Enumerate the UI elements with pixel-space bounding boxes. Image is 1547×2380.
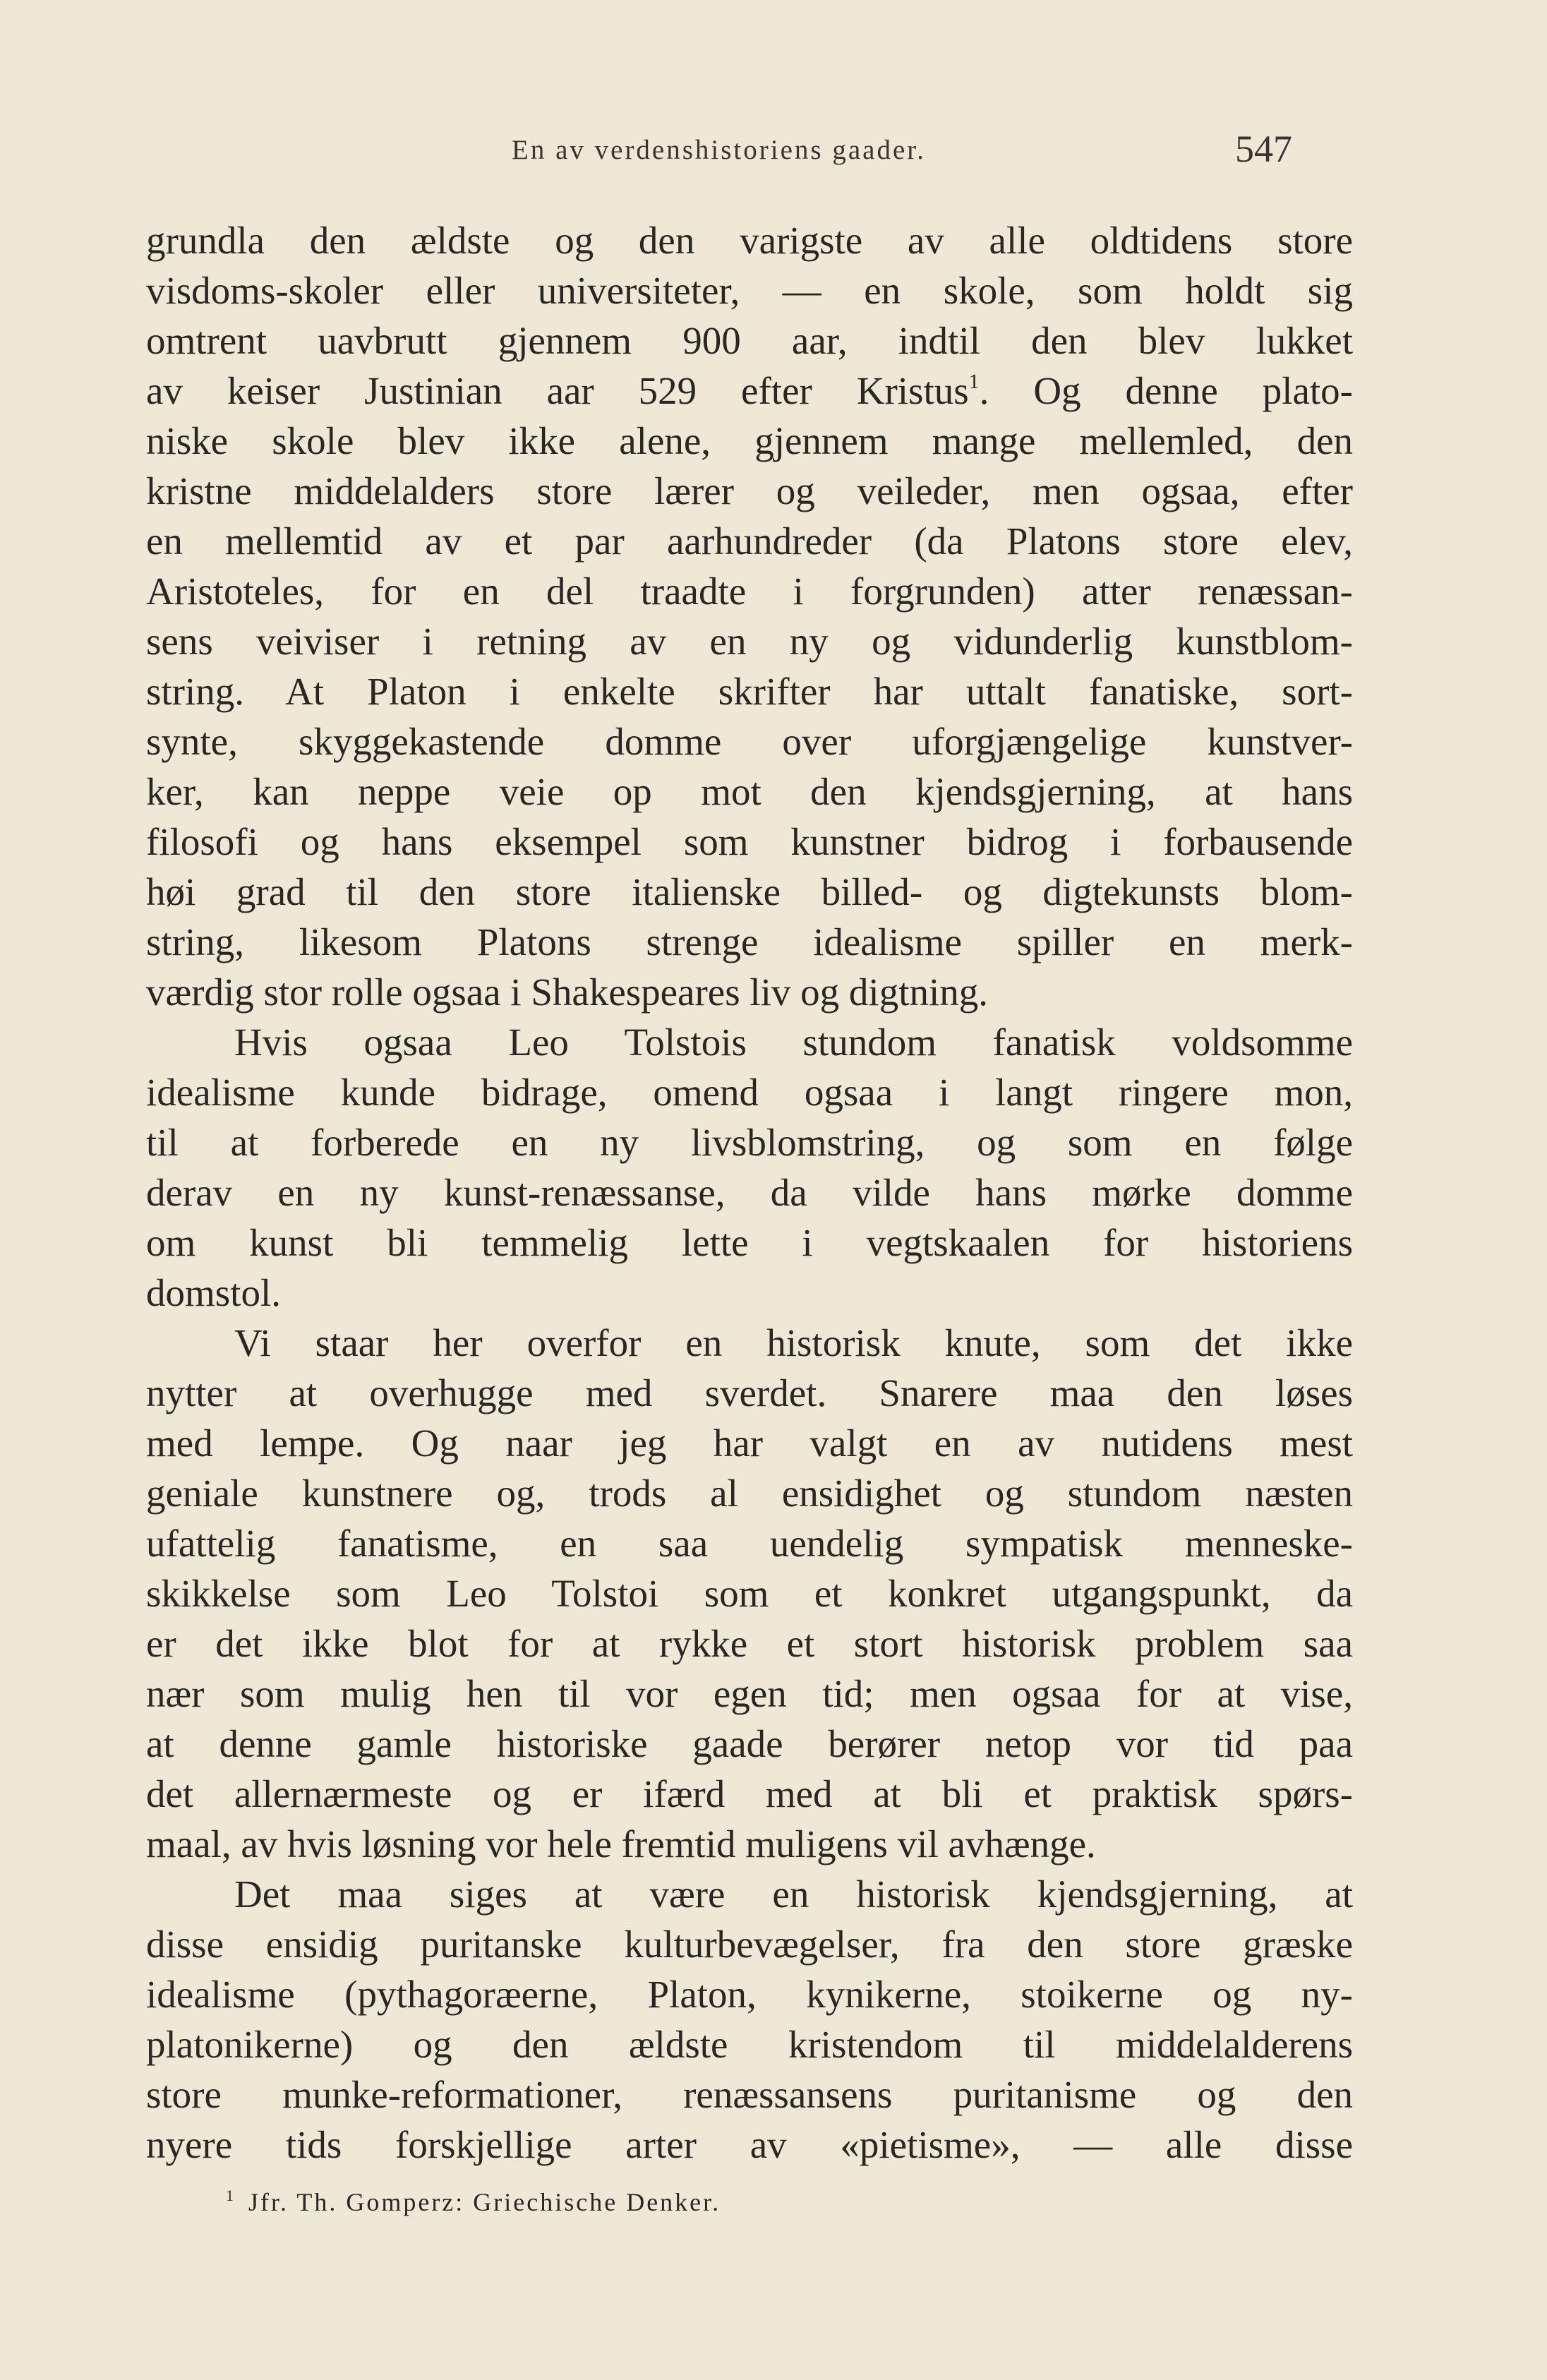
text-line-with-footnote-ref <box>146 366 1353 416</box>
text-line: synte, skyggekastende domme over uforgjængelige kunstver- <box>146 720 1353 763</box>
text-line: skikkelse som Leo Tolstoi som et konkret utgangspunkt, da <box>146 1572 1353 1615</box>
text-line: store munke-reformationer, renæssansens puritanisme og den <box>146 2073 1353 2116</box>
text-line: disse ensidig puritanske kulturbevægelser, fra den store græske <box>146 1923 1353 1966</box>
footnote-marker: 1 <box>226 2187 236 2204</box>
text-line: string, likesom Platons strenge idealisme spiller en merk- <box>146 920 1353 963</box>
text-line: om kunst bli temmelig lette i vegtskaalen for historiens <box>146 1221 1353 1264</box>
text-line: derav en ny kunst-renæssanse, da vilde hans mørke domme <box>146 1171 1353 1214</box>
paragraph-start: Hvis ogsaa Leo Tolstois stundom fanatisk voldsomme <box>234 1021 1353 1064</box>
text-line: nær som mulig hen til vor egen tid; men ogsaa for at vise, <box>146 1672 1353 1715</box>
text-line: sens veiviser i retning av en ny og vidunderlig kunstblom- <box>146 620 1353 663</box>
text-line: ufattelig fanatisme, en saa uendelig sympatisk menneske- <box>146 1522 1353 1565</box>
text-line: til at forberede en ny livsblomstring, og som en følge <box>146 1121 1353 1164</box>
text-line: domstol. <box>146 1271 281 1314</box>
footnote-reference: 1 <box>968 370 980 393</box>
text-line: at denne gamle historiske gaade berører netop vor tid paa <box>146 1722 1353 1765</box>
text-line: er det ikke blot for at rykke et stort historisk problem saa <box>146 1622 1353 1665</box>
text-line: kristne middelalders store lærer og veileder, men ogsaa, efter <box>146 469 1353 512</box>
text-line: værdig stor rolle ogsaa i Shakespeares liv og digtning. <box>146 970 989 1014</box>
text-line: nyere tids forskjellige arter av «pietisme», — alle disse <box>146 2123 1353 2166</box>
text-line: idealisme (pythagoræerne, Platon, kynikerne, stoikerne og ny- <box>146 1973 1353 2016</box>
text-line: maal, av hvis løsning vor hele fremtid muligens vil avhænge. <box>146 1822 1096 1865</box>
text-line: idealisme kunde bidrage, omend ogsaa i langt ringere mon, <box>146 1071 1353 1114</box>
text-span: . Og denne plato- <box>979 369 1353 412</box>
text-line: omtrent uavbrutt gjennem 900 aar, indtil den blev lukket <box>146 319 1353 362</box>
text-line: Aristoteles, for en del traadte i forgrunden) atter renæssan- <box>146 570 1353 613</box>
footnote <box>226 2187 721 2217</box>
text-line: filosofi og hans eksempel som kunstner bidrog i forbausende <box>146 820 1353 863</box>
text-line: en mellemtid av et par aarhundreder (da Platons store elev, <box>146 519 1353 563</box>
text-line: niske skole blev ikke alene, gjennem mange mellemled, den <box>146 419 1353 462</box>
text-line: høi grad til den store italienske billed- og digtekunsts blom- <box>146 870 1353 913</box>
page-number: 547 <box>1235 128 1292 170</box>
text-line: nytter at overhugge med sverdet. Snarere maa den løses <box>146 1371 1353 1414</box>
text-line: platonikerne) og den ældste kristendom til middelalderens <box>146 2023 1353 2066</box>
text-line: ker, kan neppe veie op mot den kjendsgjerning, at hans <box>146 770 1353 813</box>
text-line: string. At Platon i enkelte skrifter har uttalt fanatiske, sort- <box>146 670 1353 713</box>
text-line: geniale kunstnere og, trods al ensidighet og stundom næsten <box>146 1472 1353 1515</box>
text-span: av keiser Justinian aar 529 efter Kristus <box>146 369 969 412</box>
text-line: med lempe. Og naar jeg har valgt en av nutidens mest <box>146 1422 1353 1465</box>
paragraph-start: Det maa siges at være en historisk kjendsgjerning, at <box>234 1873 1353 1916</box>
paragraph-start: Vi staar her overfor en historisk knute, som det ikke <box>234 1321 1353 1364</box>
text-line: visdoms-skoler eller universiteter, — en skole, som holdt sig <box>146 269 1353 312</box>
body-text <box>146 215 1353 2170</box>
running-title: En av verdenshistoriens gaader. <box>512 135 926 165</box>
text-line: grundla den ældste og den varigste av alle oldtidens store <box>146 219 1353 262</box>
footnote-text: Jfr. Th. Gomperz: Griechische Denker. <box>248 2188 721 2216</box>
text-line: det allernærmeste og er ifærd med at bli et praktisk spørs- <box>146 1772 1353 1815</box>
